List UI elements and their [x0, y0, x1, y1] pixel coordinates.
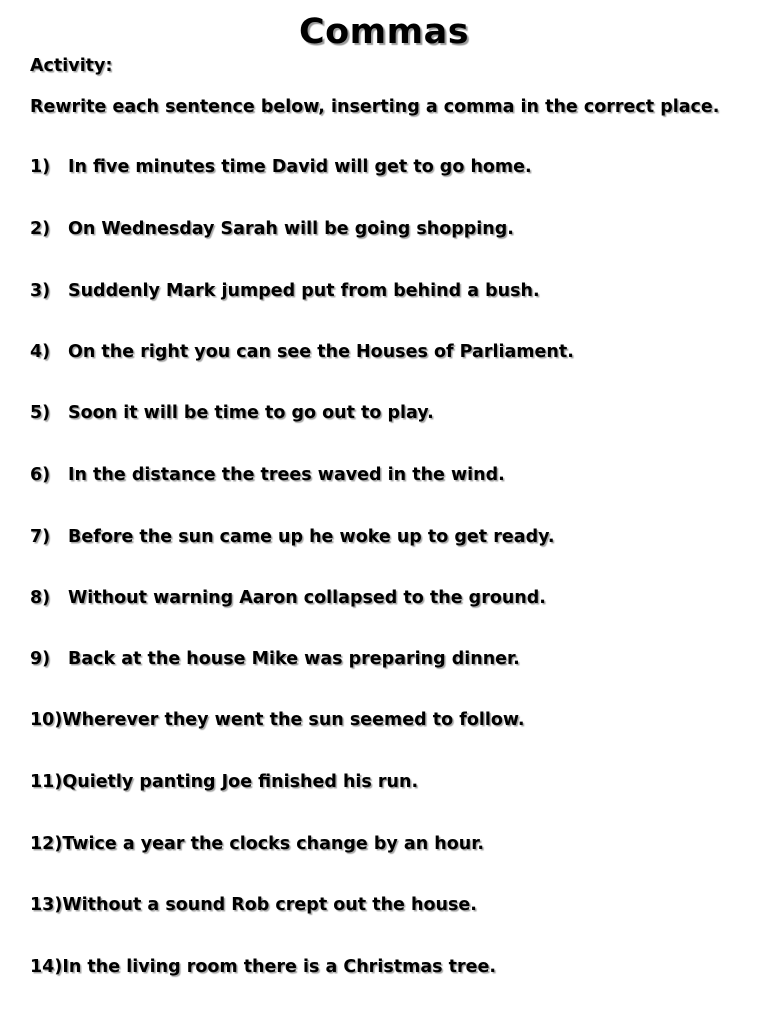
item-number: 8) — [30, 588, 51, 608]
activity-label: Activity: — [30, 56, 113, 76]
list-item — [30, 465, 505, 485]
item-number: 7) — [30, 527, 51, 547]
sentence-text: In the living room there is a Christmas tree. — [62, 957, 497, 977]
list-item — [30, 957, 496, 977]
item-number: 12) — [30, 834, 63, 854]
item-number: 6) — [30, 465, 51, 485]
sentence-text: Twice a year the clocks change by an hour. — [62, 834, 484, 854]
item-number: 2) — [30, 219, 51, 239]
sentence-text: Without warning Aaron collapsed to the ground. — [68, 588, 546, 608]
list-item — [30, 527, 555, 547]
item-number: 4) — [30, 342, 51, 362]
sentence-text: Soon it will be time to go out to play. — [68, 403, 434, 423]
list-item — [30, 649, 520, 669]
sentence-text: Suddenly Mark jumped put from behind a bush. — [68, 281, 540, 301]
sentence-text: Without a sound Rob crept out the house. — [62, 895, 477, 915]
item-number: 14) — [30, 957, 63, 977]
item-number: 1) — [30, 157, 51, 177]
list-item — [30, 772, 418, 792]
list-item — [30, 710, 525, 730]
sentence-text: Wherever they went the sun seemed to follow. — [62, 710, 525, 730]
list-item — [30, 895, 477, 915]
sentence-text: On the right you can see the Houses of Parliament. — [68, 342, 574, 362]
sentence-text: Back at the house Mike was preparing dinner. — [68, 649, 520, 669]
item-number: 11) — [30, 772, 63, 792]
item-number: 3) — [30, 281, 51, 301]
sentence-text: In the distance the trees waved in the wind. — [68, 465, 505, 485]
sentence-text: In five minutes time David will get to go home. — [68, 157, 532, 177]
page-title: Commas — [298, 12, 470, 52]
list-item — [30, 588, 546, 608]
list-item — [30, 834, 484, 854]
item-number: 5) — [30, 403, 51, 423]
list-item — [30, 403, 434, 423]
item-number: 10) — [30, 710, 63, 730]
list-item — [30, 157, 532, 177]
list-item — [30, 219, 514, 239]
sentence-text: Before the sun came up he woke up to get ready. — [68, 527, 555, 547]
list-item — [30, 342, 574, 362]
item-number: 13) — [30, 895, 63, 915]
item-number: 9) — [30, 649, 51, 669]
sentence-text: On Wednesday Sarah will be going shopping. — [68, 219, 514, 239]
list-item — [30, 281, 540, 301]
sentence-text: Quietly panting Joe finished his run. — [62, 772, 419, 792]
instructions: Rewrite each sentence below, inserting a comma in the correct place. — [30, 97, 720, 117]
